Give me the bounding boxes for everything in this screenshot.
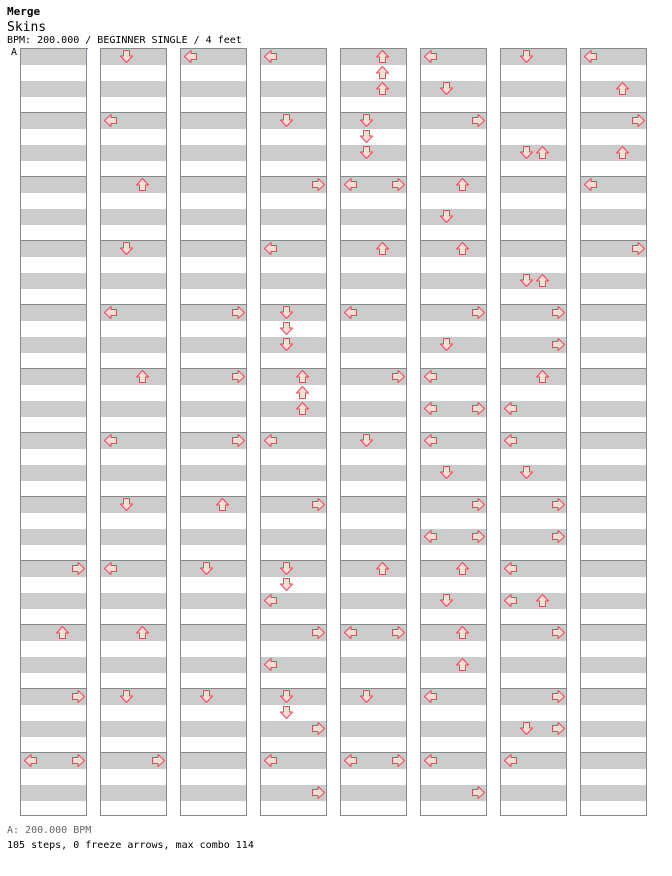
arrow-up-icon [535,369,550,384]
arrow-left-icon [343,753,358,768]
measure-block [180,112,247,176]
arrow-up-icon [535,593,550,608]
measure-block [180,624,247,688]
arrow-down-icon [359,433,374,448]
measure-block [180,496,247,560]
arrow-left-icon [343,305,358,320]
bpm-marker: A [11,47,18,58]
measure-block [580,688,647,752]
arrow-down-icon [359,129,374,144]
measure-block [100,624,167,688]
arrow-right-icon [391,177,406,192]
measure-block [420,560,487,624]
arrow-left-icon [423,433,438,448]
arrow-right-icon [471,497,486,512]
measure-block [580,624,647,688]
arrow-up-icon [135,369,150,384]
arrow-right-icon [231,369,246,384]
arrow-up-icon [215,497,230,512]
arrow-left-icon [263,753,278,768]
measure-block [20,624,87,688]
arrow-down-icon [199,689,214,704]
arrow-up-icon [455,177,470,192]
arrow-right-icon [551,625,566,640]
arrow-down-icon [279,321,294,336]
arrow-left-icon [343,625,358,640]
measure-block [420,176,487,240]
arrow-right-icon [71,689,86,704]
arrow-right-icon [311,497,326,512]
arrow-down-icon [279,561,294,576]
arrow-left-icon [103,433,118,448]
arrow-left-icon [423,49,438,64]
arrow-up-icon [55,625,70,640]
arrow-up-icon [455,657,470,672]
measure-block [500,112,567,176]
arrow-down-icon [279,305,294,320]
measure-block [500,368,567,432]
arrow-right-icon [631,241,646,256]
arrow-down-icon [439,337,454,352]
measure-block [100,368,167,432]
arrow-up-icon [375,65,390,80]
arrow-left-icon [423,369,438,384]
arrow-left-icon [263,657,278,672]
song-subtitle: Skins [7,20,47,35]
measure-block [580,368,647,432]
arrow-down-icon [359,113,374,128]
arrow-up-icon [295,369,310,384]
arrow-up-icon [375,81,390,96]
measure-block [500,176,567,240]
measure-block [580,496,647,560]
arrow-left-icon [263,593,278,608]
arrow-right-icon [551,689,566,704]
arrow-up-icon [375,49,390,64]
arrow-down-icon [119,241,134,256]
arrow-right-icon [71,753,86,768]
arrow-left-icon [583,177,598,192]
measure-block [340,560,407,624]
arrow-right-icon [311,721,326,736]
arrow-down-icon [439,81,454,96]
measure-block [500,240,567,304]
measure-block [20,432,87,496]
arrow-up-icon [535,273,550,288]
chart-info: BPM: 200.000 / BEGINNER SINGLE / 4 feet [7,35,242,46]
footer-bpm: A: 200.000 BPM [7,825,92,836]
measure-block [180,240,247,304]
measure-block [420,624,487,688]
arrow-down-icon [519,273,534,288]
arrow-down-icon [359,145,374,160]
arrow-down-icon [279,113,294,128]
measure-block [580,432,647,496]
measure-block [340,240,407,304]
measure-block [340,48,407,112]
arrow-up-icon [455,561,470,576]
arrow-down-icon [119,49,134,64]
arrow-left-icon [423,401,438,416]
measure-block [20,112,87,176]
arrow-right-icon [631,113,646,128]
arrow-left-icon [423,529,438,544]
arrow-up-icon [535,145,550,160]
arrow-up-icon [455,241,470,256]
arrow-left-icon [263,49,278,64]
measure-block [20,304,87,368]
arrow-right-icon [551,529,566,544]
arrow-left-icon [423,689,438,704]
arrow-down-icon [119,689,134,704]
arrow-up-icon [135,625,150,640]
arrow-right-icon [551,721,566,736]
arrow-down-icon [519,145,534,160]
measure-block [180,176,247,240]
arrow-up-icon [375,561,390,576]
arrow-down-icon [199,561,214,576]
footer-stats: 105 steps, 0 freeze arrows, max combo 114 [7,840,254,851]
arrow-left-icon [583,49,598,64]
arrow-left-icon [23,753,38,768]
arrow-down-icon [519,721,534,736]
measure-block [20,176,87,240]
arrow-down-icon [279,577,294,592]
measure-block [20,240,87,304]
arrow-up-icon [295,385,310,400]
arrow-right-icon [471,785,486,800]
arrow-right-icon [231,305,246,320]
measure-block [580,560,647,624]
arrow-down-icon [439,465,454,480]
arrow-right-icon [311,785,326,800]
measure-block [180,752,247,816]
arrow-right-icon [551,305,566,320]
song-title: Merge [7,5,41,18]
arrow-down-icon [439,593,454,608]
arrow-down-icon [279,337,294,352]
arrow-up-icon [455,625,470,640]
measure-block [580,304,647,368]
arrow-left-icon [183,49,198,64]
arrow-down-icon [279,689,294,704]
arrow-right-icon [551,497,566,512]
arrow-right-icon [151,753,166,768]
arrow-left-icon [103,113,118,128]
arrow-right-icon [391,753,406,768]
arrow-up-icon [615,145,630,160]
measure-block [340,496,407,560]
arrow-left-icon [103,561,118,576]
arrow-up-icon [615,81,630,96]
arrow-right-icon [231,433,246,448]
arrow-left-icon [263,241,278,256]
arrow-down-icon [439,209,454,224]
arrow-right-icon [551,337,566,352]
arrow-right-icon [391,369,406,384]
arrow-up-icon [135,177,150,192]
measure-block [580,752,647,816]
arrow-right-icon [471,401,486,416]
arrow-left-icon [103,305,118,320]
arrow-left-icon [503,401,518,416]
arrow-right-icon [311,177,326,192]
arrow-right-icon [471,529,486,544]
arrow-up-icon [295,401,310,416]
arrow-left-icon [343,177,358,192]
arrow-right-icon [311,625,326,640]
arrow-left-icon [503,593,518,608]
arrow-up-icon [375,241,390,256]
arrow-down-icon [279,705,294,720]
arrow-left-icon [423,753,438,768]
arrow-down-icon [119,497,134,512]
measure-block [420,240,487,304]
arrow-down-icon [519,465,534,480]
arrow-left-icon [503,433,518,448]
measure-block [100,176,167,240]
arrow-down-icon [359,689,374,704]
arrow-left-icon [263,433,278,448]
measure-block [260,368,327,432]
arrow-right-icon [471,305,486,320]
arrow-left-icon [503,753,518,768]
measure-block [20,496,87,560]
measure-block [20,48,87,112]
arrow-down-icon [519,49,534,64]
arrow-right-icon [391,625,406,640]
measure-block [20,368,87,432]
arrow-right-icon [471,113,486,128]
arrow-right-icon [71,561,86,576]
arrow-left-icon [503,561,518,576]
